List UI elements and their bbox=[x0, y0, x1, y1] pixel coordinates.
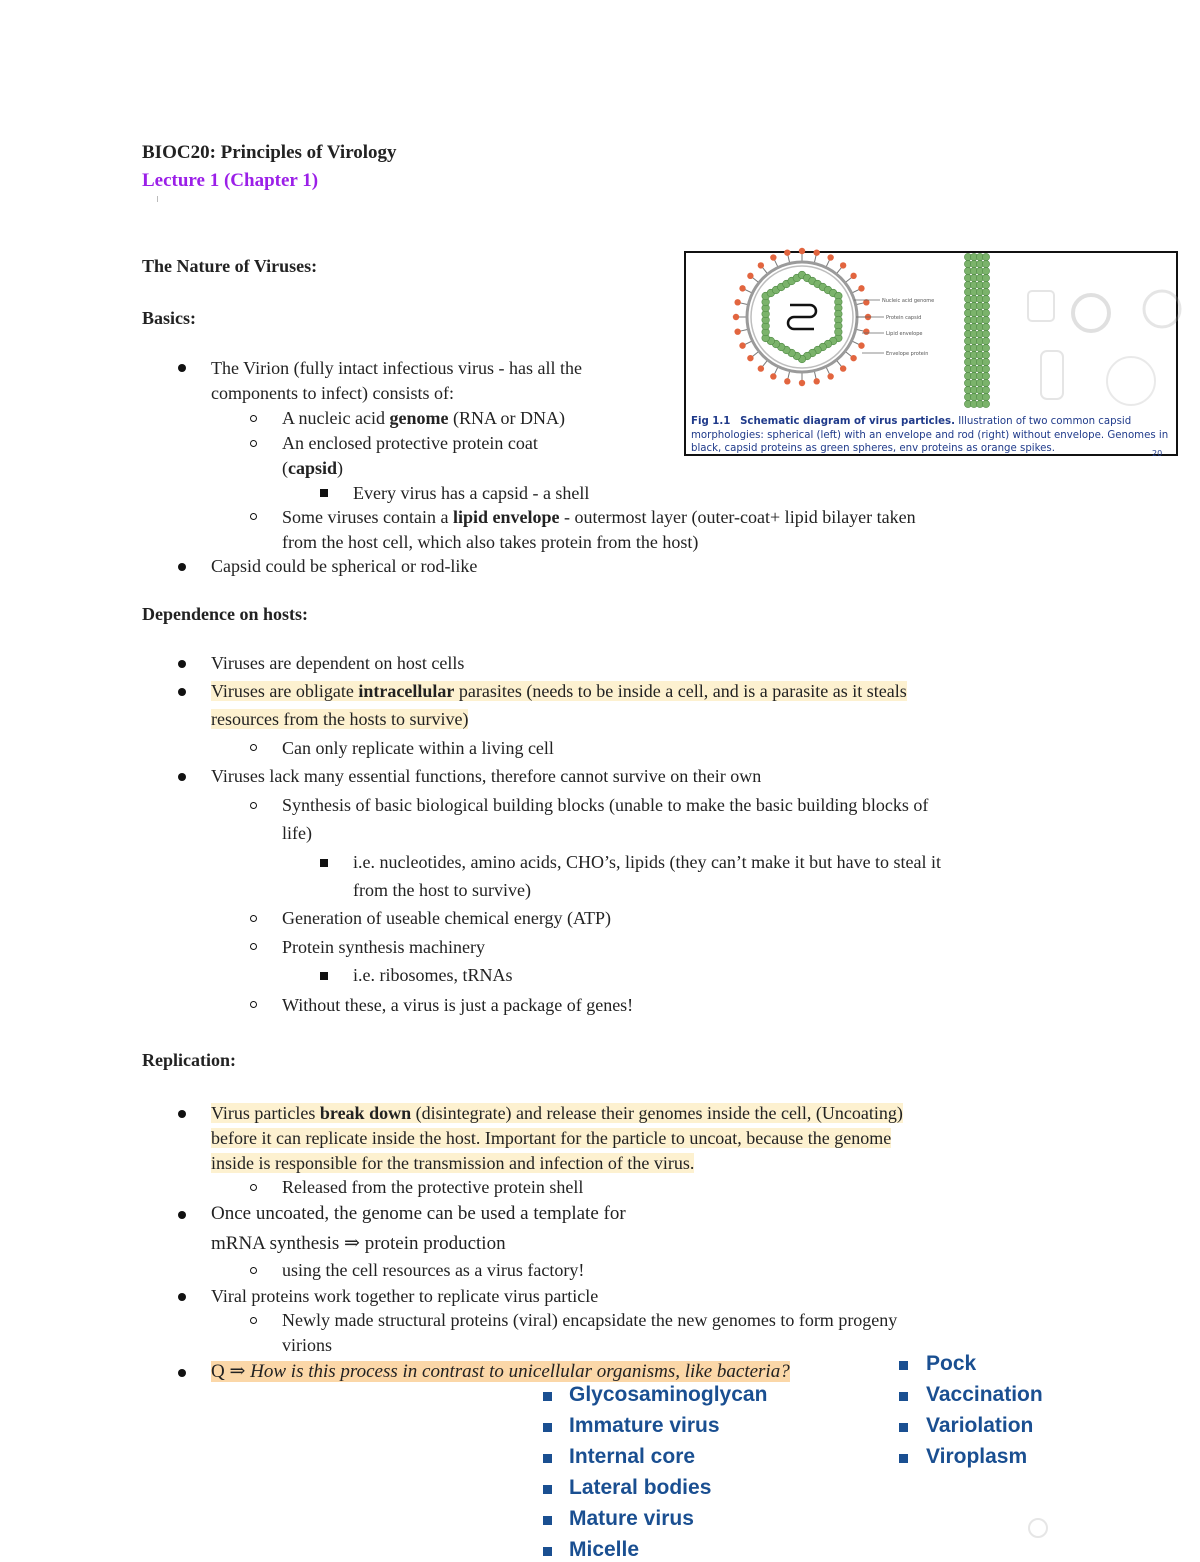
lecture-subtitle: Lecture 1 (Chapter 1) bbox=[142, 170, 319, 191]
list-item: Once uncoated, the genome can be used a template for bbox=[211, 1203, 626, 1224]
envelope-spike bbox=[784, 378, 790, 384]
bullet-circle bbox=[250, 415, 257, 422]
list-item-continuation: from the host to survive) bbox=[353, 880, 531, 900]
list-item: using the cell resources as a virus factory! bbox=[282, 1260, 585, 1280]
envelope-spike bbox=[733, 314, 739, 320]
bullet-dot bbox=[178, 1369, 186, 1377]
glossary-item: Viroplasm bbox=[926, 1445, 1028, 1468]
rod-capsid-protein bbox=[982, 288, 989, 295]
rod-capsid-protein bbox=[982, 309, 989, 316]
list-item: Newly made structural proteins (viral) encapsidate the new genomes to form progeny bbox=[282, 1310, 898, 1330]
rod-capsid-protein bbox=[982, 358, 989, 365]
envelope-spike bbox=[770, 373, 776, 379]
bullet-dot bbox=[178, 660, 186, 668]
glossary-bullet bbox=[899, 1361, 908, 1370]
envelope-spike bbox=[758, 365, 764, 371]
list-item: Released from the protective protein shell bbox=[282, 1177, 584, 1197]
text: - outermost layer (outer-coat+ lipid bilayer taken bbox=[559, 507, 916, 527]
list-item: Viral proteins work together to replicate virus particle bbox=[211, 1286, 599, 1306]
text: (disintegrate) and release their genomes inside the cell, (Uncoating) bbox=[411, 1103, 903, 1123]
bullet-square bbox=[320, 489, 328, 497]
bold-term: break down bbox=[319, 1103, 412, 1123]
text: ( bbox=[282, 458, 288, 478]
list-item bbox=[282, 505, 916, 529]
section-heading-replication: Replication: bbox=[142, 1050, 236, 1070]
highlight bbox=[211, 1103, 903, 1123]
bullet-square bbox=[320, 859, 328, 867]
bullet-circle bbox=[250, 744, 257, 751]
rod-capsid-protein bbox=[982, 344, 989, 351]
figure-caption-title: Schematic diagram of virus particles. bbox=[740, 416, 955, 427]
rod-capsid-protein bbox=[982, 260, 989, 267]
envelope-spike bbox=[840, 262, 846, 268]
rod-capsid-protein bbox=[982, 316, 989, 323]
highlight: inside is responsible for the transmission and infection of the virus. bbox=[211, 1153, 695, 1173]
glossary-item: Immature virus bbox=[569, 1414, 720, 1437]
glossary-bullet bbox=[899, 1392, 908, 1401]
list-item-highlighted bbox=[211, 1101, 903, 1125]
text: ) bbox=[337, 458, 344, 478]
list-item-continuation: from the host cell, which also takes protein from the host) bbox=[282, 532, 699, 552]
faded-box bbox=[1028, 291, 1054, 321]
glossary-item: Glycosaminoglycan bbox=[569, 1383, 768, 1406]
faded-circle-edge bbox=[1144, 291, 1180, 327]
glossary-item: Pock bbox=[926, 1352, 977, 1375]
bullet-circle bbox=[250, 1267, 257, 1274]
glossary-item: Lateral bodies bbox=[569, 1476, 712, 1499]
highlight-question bbox=[211, 1361, 790, 1382]
bullet-circle bbox=[250, 513, 257, 520]
rod-capsid-protein bbox=[982, 365, 989, 372]
envelope-spike bbox=[813, 378, 819, 384]
rod-capsid-protein bbox=[982, 330, 989, 337]
list-item: The Virion (fully intact infectious virus - has all the bbox=[211, 358, 582, 378]
question-text: How is this process in contrast to unicellular organisms, like bacteria? bbox=[250, 1361, 790, 1382]
rod-capsid-protein bbox=[982, 351, 989, 358]
bullet-dot bbox=[178, 563, 186, 571]
glossary-bullet bbox=[543, 1423, 552, 1432]
glossary-bullet bbox=[543, 1516, 552, 1525]
rod-capsid-protein bbox=[982, 393, 989, 400]
rod-capsid-protein bbox=[982, 253, 989, 260]
faded-rod bbox=[1041, 351, 1063, 399]
glossary-bullet bbox=[899, 1423, 908, 1432]
list-item: i.e. ribosomes, tRNAs bbox=[353, 965, 513, 985]
question-item bbox=[211, 1359, 790, 1385]
envelope-spike bbox=[850, 273, 856, 279]
figure-label-envelope: Lipid envelope bbox=[886, 331, 923, 337]
rod-capsid-protein bbox=[982, 281, 989, 288]
highlight: resources from the hosts to survive) bbox=[211, 709, 469, 729]
envelope-spike bbox=[739, 342, 745, 348]
rod-capsid-protein bbox=[982, 274, 989, 281]
bold-term: intracellular bbox=[358, 681, 455, 701]
list-item: Generation of useable chemical energy (ATP) bbox=[282, 908, 612, 928]
rod-capsid-protein bbox=[982, 323, 989, 330]
figure-caption-body: Illustration of two common capsid morphologies: spherical (left) with an envelope and rod (right) without envelope. Genomes in black, capsid proteins as green spheres, env proteins as orange spikes. bbox=[691, 416, 1169, 454]
list-item: Without these, a virus is just a package of genes! bbox=[282, 995, 634, 1015]
envelope-spike bbox=[813, 249, 819, 255]
list-item-continuation bbox=[211, 1151, 694, 1175]
rod-capsid-protein bbox=[982, 372, 989, 379]
faded-ring bbox=[1073, 295, 1109, 331]
glossary-item: Mature virus bbox=[569, 1507, 694, 1530]
list-item-continuation: life) bbox=[282, 823, 312, 843]
bold-term: lipid envelope bbox=[452, 507, 560, 527]
bullet-dot bbox=[178, 364, 186, 372]
rod-capsid-protein bbox=[982, 295, 989, 302]
glossary-item: Vaccination bbox=[926, 1383, 1043, 1406]
bullet-dot bbox=[178, 1211, 186, 1219]
envelope-spike bbox=[747, 273, 753, 279]
list-item-continuation bbox=[211, 1126, 891, 1150]
genome-strand bbox=[788, 305, 816, 329]
list-item: Protein synthesis machinery bbox=[282, 937, 485, 957]
rod-capsid-protein bbox=[982, 302, 989, 309]
envelope-spike bbox=[799, 248, 805, 254]
rod-capsid-protein bbox=[982, 337, 989, 344]
bullet-circle bbox=[250, 1317, 257, 1324]
figure-label-capsid: Protein capsid bbox=[886, 315, 922, 321]
capsid-protein bbox=[835, 328, 843, 336]
rod-capsid-protein bbox=[982, 267, 989, 274]
list-item-continuation: components to infect) consists of: bbox=[211, 383, 454, 403]
bullet-circle bbox=[250, 440, 257, 447]
list-item: Viruses are dependent on host cells bbox=[211, 653, 465, 673]
bullet-dot bbox=[178, 1110, 186, 1118]
envelope-spike bbox=[734, 299, 740, 305]
section-heading-nature: The Nature of Viruses: bbox=[142, 256, 318, 276]
envelope-spike bbox=[758, 262, 764, 268]
envelope-spike bbox=[840, 365, 846, 371]
list-item-continuation: mRNA synthesis ⇒ protein production bbox=[211, 1233, 506, 1254]
glossary-bullet bbox=[543, 1485, 552, 1494]
envelope-spike bbox=[770, 254, 776, 260]
text: (RNA or DNA) bbox=[448, 408, 565, 428]
glossary-item: Variolation bbox=[926, 1414, 1034, 1437]
figure-virus-particles bbox=[684, 251, 1178, 456]
list-item: Viruses lack many essential functions, therefore cannot survive on their own bbox=[211, 766, 762, 786]
list-item-continuation bbox=[211, 707, 468, 731]
figure-caption bbox=[691, 415, 1175, 456]
glossary-bullet bbox=[543, 1454, 552, 1463]
list-item: Every virus has a capsid - a shell bbox=[353, 483, 590, 503]
list-item: An enclosed protective protein coat bbox=[282, 433, 538, 453]
bullet-circle bbox=[250, 1184, 257, 1191]
envelope-spike bbox=[863, 328, 869, 334]
envelope-spike bbox=[850, 355, 856, 361]
figure-page-mark: 20 bbox=[1152, 449, 1163, 458]
glossary-bullet bbox=[899, 1454, 908, 1463]
list-item: Synthesis of basic biological building blocks (unable to make the basic building blocks of bbox=[282, 795, 929, 815]
glossary-item: Micelle bbox=[569, 1538, 640, 1561]
envelope-spike bbox=[827, 254, 833, 260]
glossary-bullet bbox=[543, 1392, 552, 1401]
envelope-spike bbox=[734, 328, 740, 334]
list-item bbox=[282, 406, 565, 430]
document-title: BIOC20: Principles of Virology bbox=[142, 142, 397, 163]
divider-tick bbox=[157, 196, 158, 202]
highlight bbox=[211, 681, 907, 701]
rod-capsid-protein bbox=[982, 379, 989, 386]
glossary-bullet bbox=[543, 1547, 552, 1556]
envelope-spike bbox=[739, 285, 745, 291]
list-item: i.e. nucleotides, amino acids, CHO’s, lipids (they can’t make it but have to steal it bbox=[353, 852, 942, 872]
spherical-virus-envelope bbox=[733, 248, 871, 386]
faded-circle bbox=[1107, 357, 1155, 405]
bullet-circle bbox=[250, 1001, 257, 1008]
text: A nucleic acid bbox=[282, 408, 390, 428]
watermark-icon bbox=[1028, 1518, 1048, 1538]
bullet-circle bbox=[250, 802, 257, 809]
envelope-spike bbox=[858, 342, 864, 348]
faded-background-diagrams bbox=[1028, 291, 1180, 405]
rod-capsid-protein bbox=[982, 400, 989, 407]
bullet-dot bbox=[178, 1293, 186, 1301]
bullet-dot bbox=[178, 688, 186, 696]
bullet-dot bbox=[178, 773, 186, 781]
figure-number: Fig 1.1 bbox=[691, 416, 731, 427]
list-item: Can only replicate within a living cell bbox=[282, 738, 554, 758]
section-heading-dependence: Dependence on hosts: bbox=[142, 604, 309, 624]
list-item-continuation bbox=[282, 456, 343, 480]
bullet-circle bbox=[250, 943, 257, 950]
envelope-spike bbox=[858, 285, 864, 291]
figure-label-genome: Nucleic acid genome bbox=[882, 298, 935, 304]
section-heading-basics: Basics: bbox=[142, 308, 196, 328]
rod-virus bbox=[964, 253, 989, 407]
envelope-spike bbox=[784, 249, 790, 255]
list-item-highlighted bbox=[211, 679, 907, 703]
bold-term: capsid bbox=[288, 458, 338, 478]
bold-term: genome bbox=[389, 408, 449, 428]
text: Some viruses contain a bbox=[282, 507, 453, 527]
list-item-continuation: virions bbox=[282, 1335, 333, 1355]
envelope-spike bbox=[799, 380, 805, 386]
text: Viruses are obligate bbox=[211, 681, 359, 701]
bullet-square bbox=[320, 972, 328, 980]
highlight: before it can replicate inside the host. Important for the particle to uncoat, because the genome bbox=[211, 1128, 892, 1148]
list-item: Capsid could be spherical or rod-like bbox=[211, 556, 478, 576]
rod-capsid-protein bbox=[982, 386, 989, 393]
text: Virus particles bbox=[211, 1103, 320, 1123]
question-marker: Q ⇒ bbox=[211, 1361, 251, 1382]
glossary-item: Internal core bbox=[569, 1445, 696, 1468]
envelope-spike bbox=[747, 355, 753, 361]
bullet-circle bbox=[250, 915, 257, 922]
envelope-spike bbox=[827, 373, 833, 379]
figure-label-env-protein: Envelope protein bbox=[886, 351, 929, 357]
text: parasites (needs to be inside a cell, and is a parasite as it steals bbox=[454, 681, 907, 701]
